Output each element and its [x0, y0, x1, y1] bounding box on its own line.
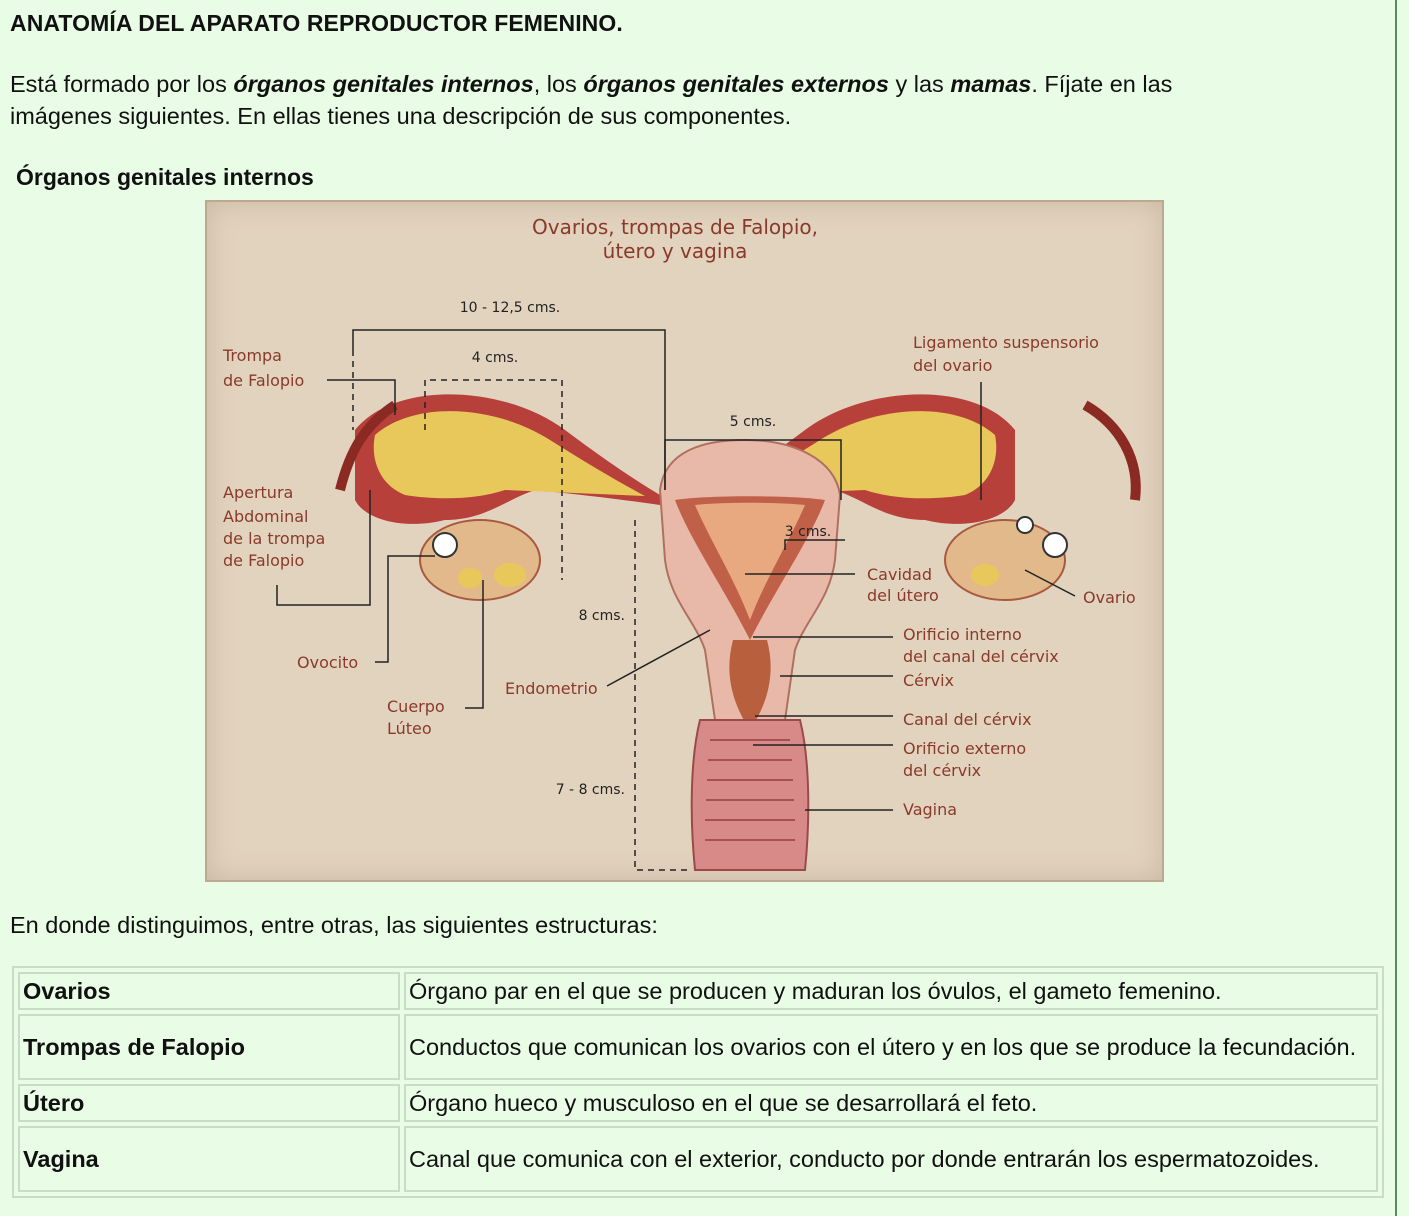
left-ovocyte — [433, 533, 457, 557]
term-mamas: mamas — [950, 71, 1032, 97]
definition-cell: Órgano hueco y musculoso en el que se desarrollará el feto. — [404, 1084, 1378, 1122]
label-ligamento-2: del ovario — [913, 356, 993, 375]
label-ovario: Ovario — [1083, 588, 1136, 607]
definition-cell: Órgano par en el que se producen y maduran los óvulos, el gameto femenino. — [404, 972, 1378, 1010]
vagina-shape — [692, 720, 809, 870]
dim-tube-part: 4 cms. — [471, 350, 519, 366]
label-apertura-2: Abdominal — [223, 507, 309, 526]
figure-title-1: Ovarios, trompas de Falopio, — [532, 215, 818, 239]
label-cervix: Cérvix — [903, 671, 954, 690]
label-apertura-3: de la trompa — [223, 529, 326, 548]
label-cuerpo-2: Lúteo — [387, 719, 432, 738]
table-row — [18, 1126, 1378, 1192]
page-right-border — [1395, 0, 1397, 1216]
dim-tube-total: 10 - 12,5 cms. — [459, 300, 561, 316]
intro-line-2: imágenes siguientes. En ellas tienes una descripción de sus componentes. — [10, 103, 792, 129]
label-ovocito: Ovocito — [297, 653, 359, 672]
label-orificio-ext-2: del cérvix — [903, 761, 982, 780]
table-row — [18, 1014, 1378, 1080]
label-ligamento-1: Ligamento suspensorio — [913, 333, 1099, 352]
term-cell: Vagina — [18, 1126, 400, 1192]
label-canal: Canal del cérvix — [903, 710, 1032, 729]
dim-vagina-length: 7 - 8 cms. — [555, 782, 625, 798]
dim-cavity-width: 3 cms. — [784, 524, 832, 540]
label-trompa-1: Trompa — [223, 346, 282, 365]
dim-uterus-length: 8 cms. — [578, 608, 625, 624]
right-fimbriae — [1085, 405, 1136, 500]
label-orificio-int-1: Orificio interno — [903, 625, 1022, 644]
dim-uterus-width: 5 cms. — [729, 414, 777, 430]
label-vagina: Vagina — [903, 800, 958, 819]
label-orificio-int-2: del canal del cérvix — [903, 647, 1059, 666]
label-cavidad-1: Cavidad — [867, 565, 933, 584]
label-apertura-1: Apertura — [223, 483, 294, 502]
figure-title-2: útero y vagina — [602, 239, 748, 263]
left-ovary — [420, 520, 540, 600]
intro-paragraph — [10, 68, 1384, 132]
term-cell: Trompas de Falopio — [18, 1014, 400, 1080]
label-trompa-2: de Falopio — [223, 371, 305, 390]
term-internal-organs: órganos genitales internos — [233, 71, 534, 97]
label-cavidad-2: del útero — [867, 586, 939, 605]
table-row — [18, 1084, 1378, 1122]
left-tube-inner — [374, 411, 645, 498]
definition-cell: Canal que comunica con el exterior, conducto por donde entrarán los espermatozoides. — [404, 1126, 1378, 1192]
page-title: ANATOMÍA DEL APARATO REPRODUCTOR FEMENINO. — [10, 10, 623, 36]
term-cell: Ovarios — [18, 972, 400, 1010]
anatomy-diagram — [205, 200, 1164, 882]
table-row — [18, 972, 1378, 1010]
term-cell: Útero — [18, 1084, 400, 1122]
definition-cell: Conductos que comunican los ovarios con el útero y en los que se produce la fecundación. — [404, 1014, 1378, 1080]
right-ovary — [945, 520, 1065, 600]
term-external-organs: órganos genitales externos — [583, 71, 889, 97]
label-endometrio: Endometrio — [505, 679, 598, 698]
label-orificio-ext-1: Orificio externo — [903, 739, 1027, 758]
structures-table — [12, 966, 1384, 1198]
section-title: Órganos genitales internos — [16, 164, 314, 190]
label-cuerpo-1: Cuerpo — [387, 697, 445, 716]
anatomy-figure — [205, 200, 1164, 882]
structures-intro: En donde distinguimos, entre otras, las siguientes estructuras: — [10, 912, 658, 938]
label-apertura-4: de Falopio — [223, 551, 305, 570]
intro-line-1: Está formado por los órganos genitales internos, los órganos genitales externos y las mamas. Fíjate en las — [10, 71, 1173, 97]
